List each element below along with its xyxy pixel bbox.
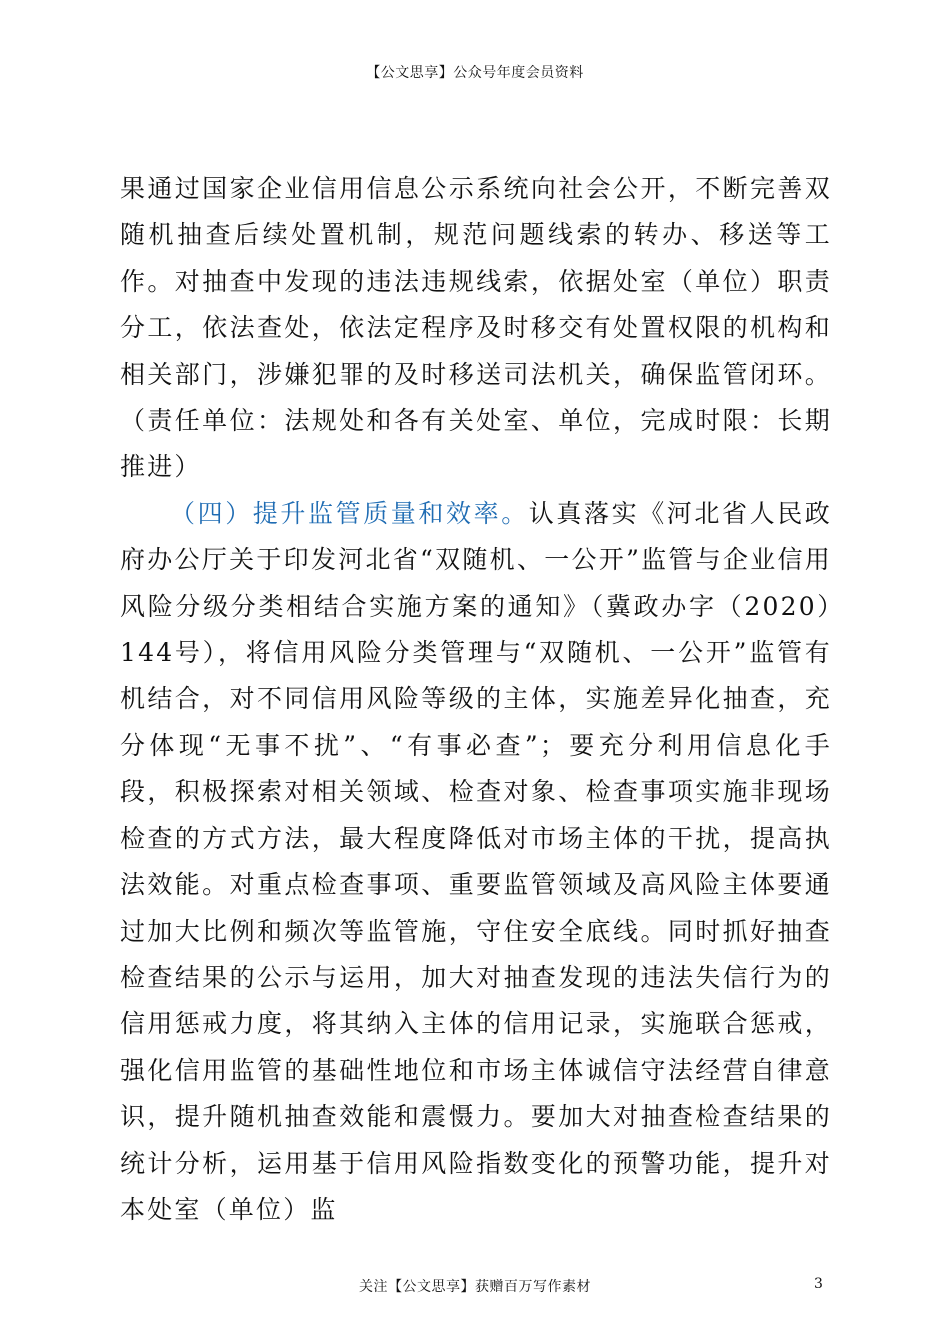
section-body: 认真落实《河北省人民政府办公厅关于印发河北省“双随机、一公开”监管与企业信用风险分级分类相结合实施方案的通知》（冀政办字（2020）144号），将信用风险分类管理与“双随机、一公开”监管有机结合，对不同信用风险等级的主体，实施差异化抽查，充分体现“无事不扰”、“有事必查”；要充分利用信息化手段，积极探索对相关领域、检查对象、检查事项实施非现场检查的方式方法，最大程度降低对市场主体的干扰，提高执法效能。对重点检查事项、重要监管领域及高风险主体要通过加大比例和频次等监管施，守住安全底线。同时抓好抽查检查结果的公示与运用，加大对抽查发现的违法失信行为的信用惩戒力度，将其纳入主体的信用记录，实施联合惩戒，强化信用监管的基础性地位和市场主体诚信守法经营自律意识，提升随机抽查效能和震慑力。要加大对抽查检查结果的统计分析，运用基于信用风险指数变化的预警功能，提升对本处室（单位）监 bbox=[120, 498, 832, 1224]
paragraph-section-4 bbox=[120, 491, 832, 1234]
document-body bbox=[120, 166, 832, 1233]
paragraph-continuation: 果通过国家企业信用信息公示系统向社会公开，不断完善双随机抽查后续处置机制，规范问题线索的转办、移送等工作。对抽查中发现的违法违规线索，依据处室（单位）职责分工，依法查处，依法定程序及时移交有处置权限的机构和相关部门，涉嫌犯罪的及时移送司法机关，确保监管闭环。（责任单位：法规处和各有关处室、单位，完成时限：长期推进） bbox=[120, 174, 832, 482]
page-header: 【公文思享】公众号年度会员资料 bbox=[366, 65, 584, 81]
page-footer: 关注【公文思享】获赠百万写作素材 bbox=[359, 1279, 591, 1295]
section-heading: （四）提升监管质量和效率。 bbox=[170, 498, 529, 528]
page-number: 3 bbox=[814, 1276, 823, 1292]
